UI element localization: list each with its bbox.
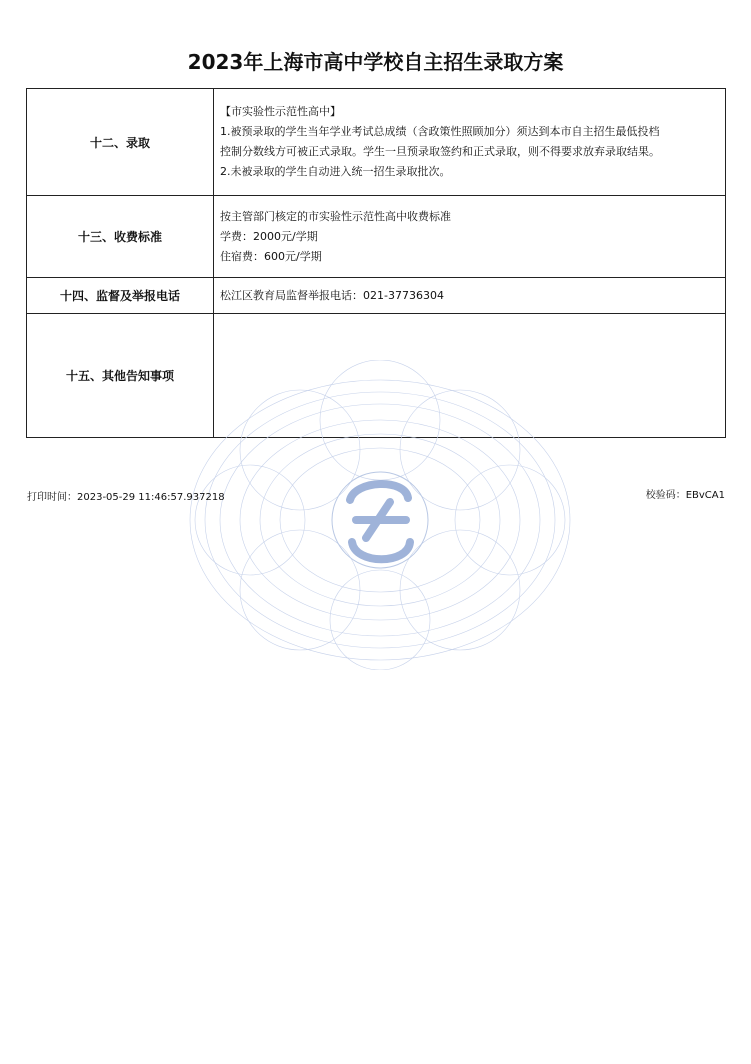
- print-time: 打印时间：2023-05-29 11:46:57.937218: [27, 492, 225, 503]
- row-content-report-phone: [214, 278, 726, 314]
- content-line: 2.未被录取的学生自动进入统一招生录取批次。: [220, 165, 451, 178]
- verify-code: 校验码：EBvCA1: [645, 490, 725, 501]
- content-line: 学费：2000元/学期: [220, 229, 318, 243]
- row-label-admission: 十二、录取: [27, 89, 214, 196]
- row-label-other-notices: 十五、其他告知事项: [27, 314, 214, 438]
- table-row: [27, 196, 726, 278]
- row-label-fees: 十三、收费标准: [27, 196, 214, 278]
- content-line: 控制分数线方可被正式录取。学生一旦预录取签约和正式录取，则不得要求放弃录取结果。: [220, 145, 660, 158]
- table-row: [27, 278, 726, 314]
- row-label-report-phone: 十四、监督及举报电话: [27, 278, 214, 314]
- row-content-fees: [214, 196, 726, 278]
- table-row: [27, 89, 726, 196]
- content-line: 【市实验性示范性高中】: [220, 105, 341, 118]
- table-row: [27, 314, 726, 438]
- page-title: 2023年上海市高中学校自主招生录取方案: [187, 50, 564, 74]
- content-line: 松江区教育局监督举报电话：021-37736304: [220, 288, 444, 302]
- row-content-other-notices: [214, 314, 726, 438]
- content-line: 1.被预录取的学生当年学业考试总成绩（含政策性照顾加分）须达到本市自主招生最低投档: [220, 125, 660, 138]
- admission-table: [26, 88, 726, 438]
- content-line: 住宿费：600元/学期: [220, 249, 322, 263]
- row-content-admission: [214, 89, 726, 196]
- content-line: 按主管部门核定的市实验性示范性高中收费标准: [220, 209, 451, 223]
